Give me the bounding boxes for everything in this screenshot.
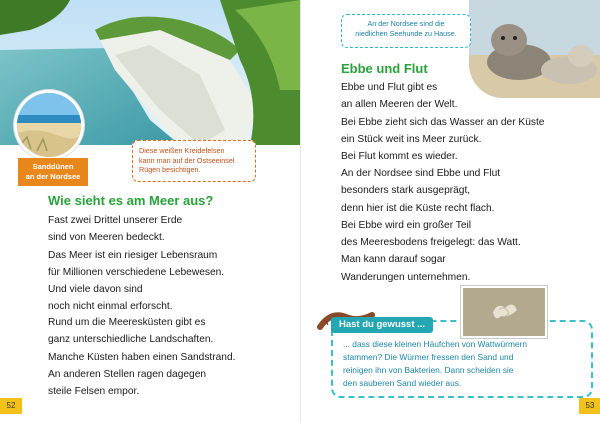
seals-callout: An der Nordsee sind die niedlichen Seehunde zu Hause. xyxy=(341,14,471,48)
did-you-know-text: ... dass diese kleinen Häufchen von Wattwürmern stammen? Die Würmer fressen den Sand und reinigen ihn von Bakterien. Dann scheiden sie den sauberen Sand wieder aus. xyxy=(343,339,528,388)
sand-dunes-photo xyxy=(14,90,84,160)
section-heading-sea: Wie sieht es am Meer aus? xyxy=(48,193,214,208)
section-heading-tides: Ebbe und Flut xyxy=(341,61,428,76)
worm-casts-photo xyxy=(461,286,547,338)
paragraph-tides-1: Ebbe und Flut gibt es an allen Meeren der Welt. Bei Ebbe zieht sich das Wasser an der Küste ein Stück weit ins Meer zurück. Bei Flut kommt es wieder. xyxy=(341,82,545,163)
right-page xyxy=(300,0,600,423)
page-number-right: 53 xyxy=(579,398,600,414)
chalk-cliffs-callout: Diese weißen Kreidefelsen kann man auf der Ostseeinsel Rügen besichtigen. xyxy=(132,140,256,182)
did-you-know-title: Hast du gewusst ... xyxy=(331,317,433,333)
paragraph-sea-1: Fast zwei Drittel unserer Erde sind von Meeren bedeckt. Das Meer ist ein riesiger Lebensraum für Millionen verschiedene Lebewesen. Und viele davon sind noch nicht einmal erforscht. xyxy=(48,215,225,313)
dune-caption: Sanddünen an der Nordsee xyxy=(18,158,88,186)
paragraph-tides-2: An der Nordsee sind Ebbe und Flut besonders stark ausgeprägt, denn hier ist die Küste recht flach. Bei Ebbe wird ein großer Teil des Meeresbodens freigelegt: das Watt. Man kann darauf sogar Wanderungen unternehmen. xyxy=(341,168,521,283)
page-number-left: 52 xyxy=(0,398,22,414)
paragraph-sea-2: Rund um die Meeresküsten gibt es ganz unterschiedliche Landschaften. Manche Küsten haben einen Sandstrand. An anderen Stellen ragen dagegen steile Felsen empor. xyxy=(48,317,236,398)
